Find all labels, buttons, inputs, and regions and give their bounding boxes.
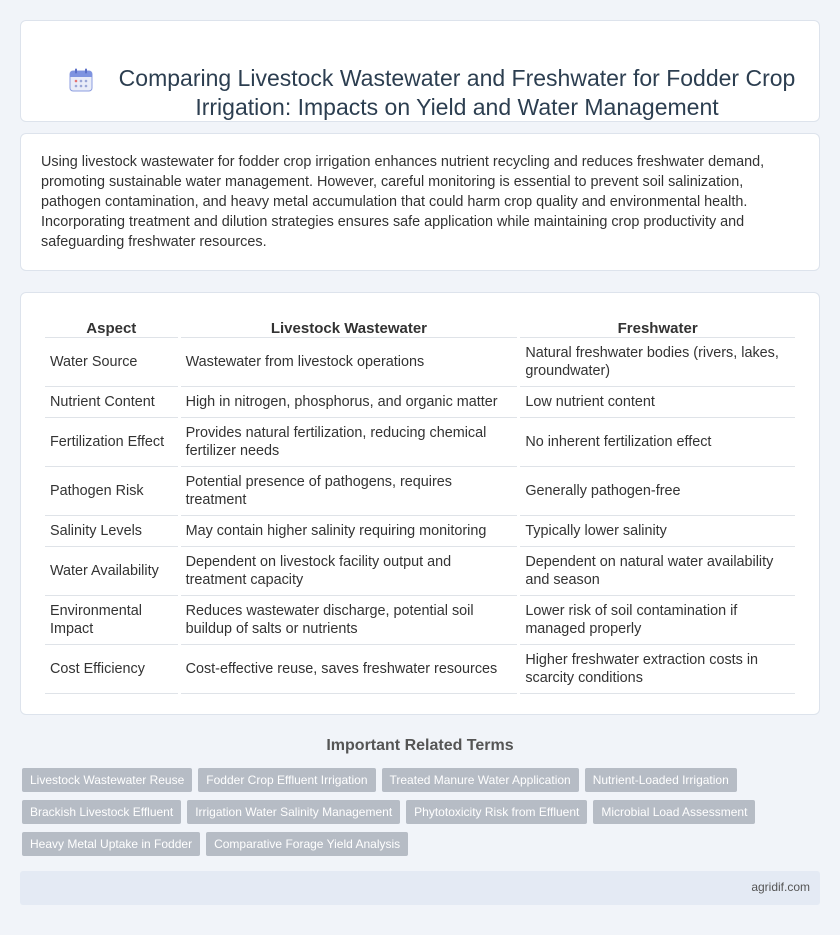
table-cell-aspect: Water Availability	[45, 547, 178, 596]
table-cell-livestock: May contain higher salinity requiring monitoring	[181, 516, 518, 547]
table-cell-freshwater: Natural freshwater bodies (rivers, lakes, groundwater)	[520, 338, 795, 387]
table-row	[45, 516, 795, 547]
table-cell-aspect: Salinity Levels	[45, 516, 178, 547]
table-cell-aspect: Environmental Impact	[45, 596, 178, 645]
related-term-tag[interactable]: Phytotoxicity Risk from Effluent	[406, 800, 587, 824]
table-cell-freshwater: No inherent fertilization effect	[520, 418, 795, 467]
title-card	[20, 20, 820, 122]
table-row	[45, 547, 795, 596]
table-cell-livestock: Dependent on livestock facility output and treatment capacity	[181, 547, 518, 596]
table-row	[45, 338, 795, 387]
related-term-tag[interactable]: Comparative Forage Yield Analysis	[206, 832, 408, 856]
related-term-tag[interactable]: Nutrient-Loaded Irrigation	[585, 768, 737, 792]
summary-card	[20, 133, 820, 271]
calendar-icon	[69, 68, 93, 92]
related-terms-heading: Important Related Terms	[326, 737, 514, 754]
table-cell-livestock: High in nitrogen, phosphorus, and organic matter	[181, 387, 518, 418]
related-term-tag[interactable]: Brackish Livestock Effluent	[22, 800, 181, 824]
table-cell-freshwater: Higher freshwater extraction costs in scarcity conditions	[520, 645, 795, 694]
table-row	[45, 387, 795, 418]
column-header-aspect: Aspect	[45, 315, 178, 338]
table-cell-freshwater: Low nutrient content	[520, 387, 795, 418]
comparison-table-card	[20, 292, 820, 715]
table-cell-livestock: Provides natural fertilization, reducing chemical fertilizer needs	[181, 418, 518, 467]
footer-site-link[interactable]: agridif.com	[751, 880, 810, 894]
related-terms-list	[22, 768, 812, 856]
table-cell-aspect: Nutrient Content	[45, 387, 178, 418]
table-cell-aspect: Fertilization Effect	[45, 418, 178, 467]
footer	[20, 871, 820, 905]
table-cell-livestock: Wastewater from livestock operations	[181, 338, 518, 387]
table-row	[45, 645, 795, 694]
page-title: Comparing Livestock Wastewater and Freshwater for Fodder Crop Irrigation: Impacts on Yield and Water Management	[118, 65, 796, 120]
related-term-tag[interactable]: Livestock Wastewater Reuse	[22, 768, 192, 792]
related-term-tag[interactable]: Fodder Crop Effluent Irrigation	[198, 768, 375, 792]
table-cell-aspect: Pathogen Risk	[45, 467, 178, 516]
summary-text: Using livestock wastewater for fodder crop irrigation enhances nutrient recycling and reduces freshwater demand, promoting sustainable water management. However, careful monitoring is essential to prevent soil salinization, pathogen contamination, and heavy metal accumulation that could harm crop quality and environmental health. Incorporating treatment and dilution strategies ensures safe application while maintaining crop productivity and safeguarding freshwater resources.	[41, 154, 765, 250]
table-header-row	[45, 315, 795, 338]
table-row	[45, 467, 795, 516]
table-cell-livestock: Reduces wastewater discharge, potential soil buildup of salts or nutrients	[181, 596, 518, 645]
table-row	[45, 418, 795, 467]
table-cell-freshwater: Generally pathogen-free	[520, 467, 795, 516]
related-term-tag[interactable]: Irrigation Water Salinity Management	[187, 800, 400, 824]
related-term-tag[interactable]: Microbial Load Assessment	[593, 800, 755, 824]
table-cell-freshwater: Typically lower salinity	[520, 516, 795, 547]
table-cell-livestock: Potential presence of pathogens, requires treatment	[181, 467, 518, 516]
related-term-tag[interactable]: Heavy Metal Uptake in Fodder	[22, 832, 200, 856]
column-header-freshwater: Freshwater	[520, 315, 795, 338]
table-cell-freshwater: Lower risk of soil contamination if managed properly	[520, 596, 795, 645]
table-cell-freshwater: Dependent on natural water availability and season	[520, 547, 795, 596]
related-term-tag[interactable]: Treated Manure Water Application	[382, 768, 579, 792]
table-row	[45, 596, 795, 645]
column-header-livestock-wastewater: Livestock Wastewater	[181, 315, 518, 338]
table-cell-livestock: Cost-effective reuse, saves freshwater resources	[181, 645, 518, 694]
table-cell-aspect: Water Source	[45, 338, 178, 387]
comparison-table	[42, 315, 798, 694]
table-cell-aspect: Cost Efficiency	[45, 645, 178, 694]
